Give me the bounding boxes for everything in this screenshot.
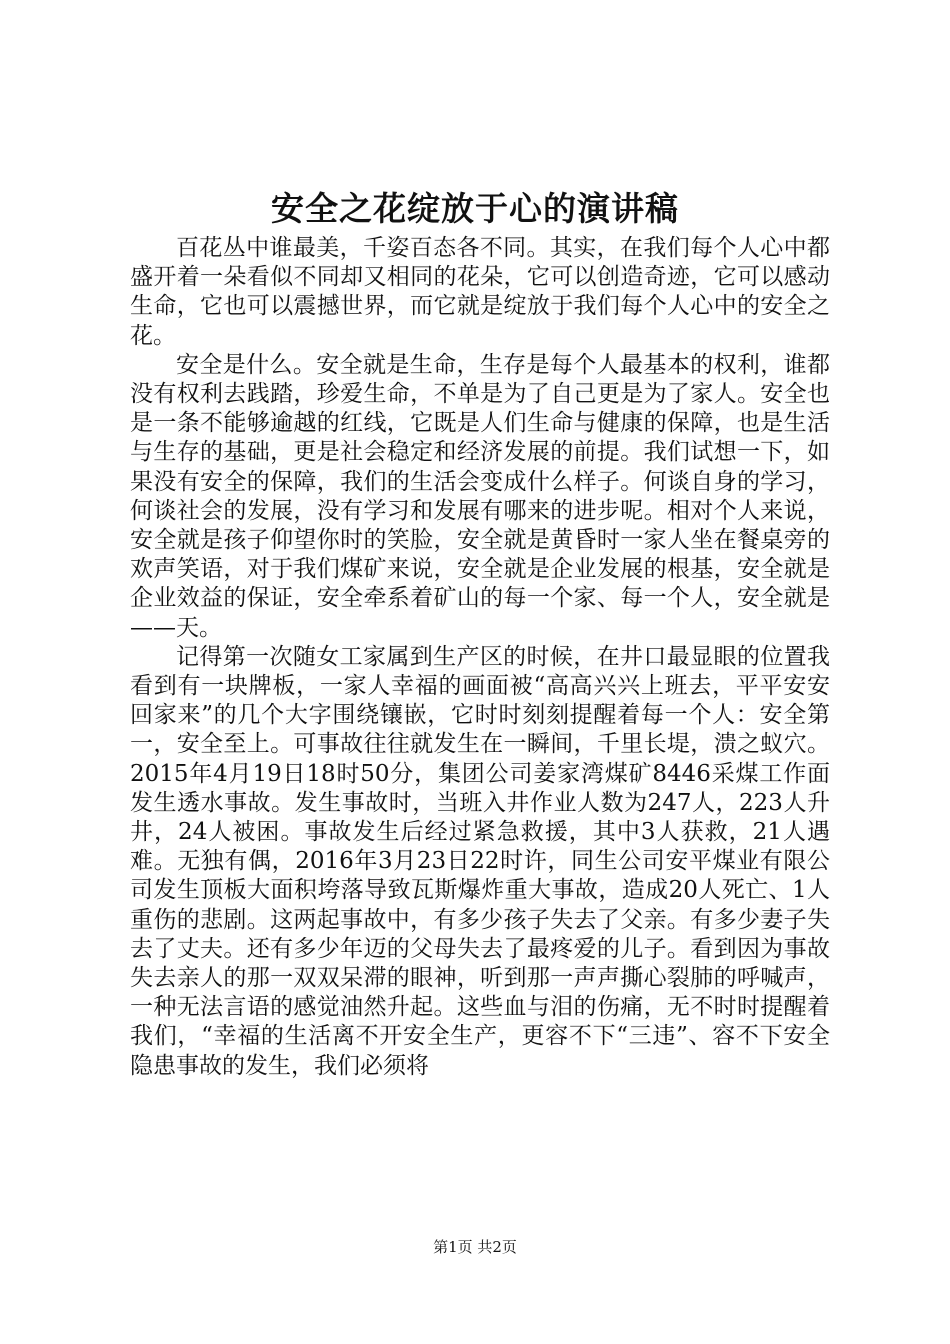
document-title: 安全之花绽放于心的演讲稿	[271, 189, 679, 228]
page-number-footer: 第1页 共2页	[433, 1238, 517, 1256]
paragraph-2: 安全是什么。安全就是生命，生存是每个人最基本的权利，谁都没有权利去践踏，珍爱生命，不单是为了自己更是为了家人。安全也是一条不能够逾越的红线，它既是人们生命与健康的保障，也是生活与生存的基础，更是社会稳定和经济发展的前提。我们试想一下，如果没有安全的保障，我们的生活会变成什么样子。何谈自身的学习，何谈社会的发展，没有学习和发展有哪来的进步呢。相对个人来说，安全就是孩子仰望你时的笑脸，安全就是黄昏时一家人坐在餐桌旁的欢声笑语，对于我们煤矿来说，安全就是企业发展的根基，安全就是企业效益的保证，安全牵系着矿山的每一个家、每一个人，安全就是——天。	[130, 351, 830, 641]
document-body	[130, 234, 830, 1081]
paragraph-1: 百花丛中谁最美，千姿百态各不同。其实，在我们每个人心中都盛开着一朵看似不同却又相同的花朵，它可以创造奇迹，它可以感动生命，它也可以震撼世界，而它就是绽放于我们每个人心中的安全之花。	[130, 235, 830, 349]
paragraph-3: 记得第一次随女工家属到生产区的时候，在井口最显眼的位置我看到有一块牌板，一家人幸福的画面被“高高兴兴上班去，平平安安回家来”的几个大字围绕镶嵌，它时时刻刻提醒着每一个人：安全第一，安全至上。可事故往往就发生在一瞬间，千里长堤，溃之蚁穴。2015年4月19日18时50分，集团公司姜家湾煤矿8446采煤工作面发生透水事故。发生事故时，当班入井作业人数为247人，223人升井，24人被困。事故发生后经过紧急救援，其中3人获救，21人遇难。无独有偶，2016年3月23日22时许，同生公司安平煤业有限公司发生顶板大面积垮落导致瓦斯爆炸重大事故，造成20人死亡、1人重伤的悲剧。这两起事故中，有多少孩子失去了父亲。有多少妻子失去了丈夫。还有多少年迈的父母失去了最疼爱的儿子。看到因为事故失去亲人的那一双双呆滞的眼神，听到那一声声撕心裂肺的呼喊声，一种无法言语的感觉油然升起。这些血与泪的伤痛，无不时时提醒着我们，“幸福的生活离不开安全生产，更容不下“三违”、容不下安全隐患事故的发生，我们必须将	[130, 643, 830, 1079]
